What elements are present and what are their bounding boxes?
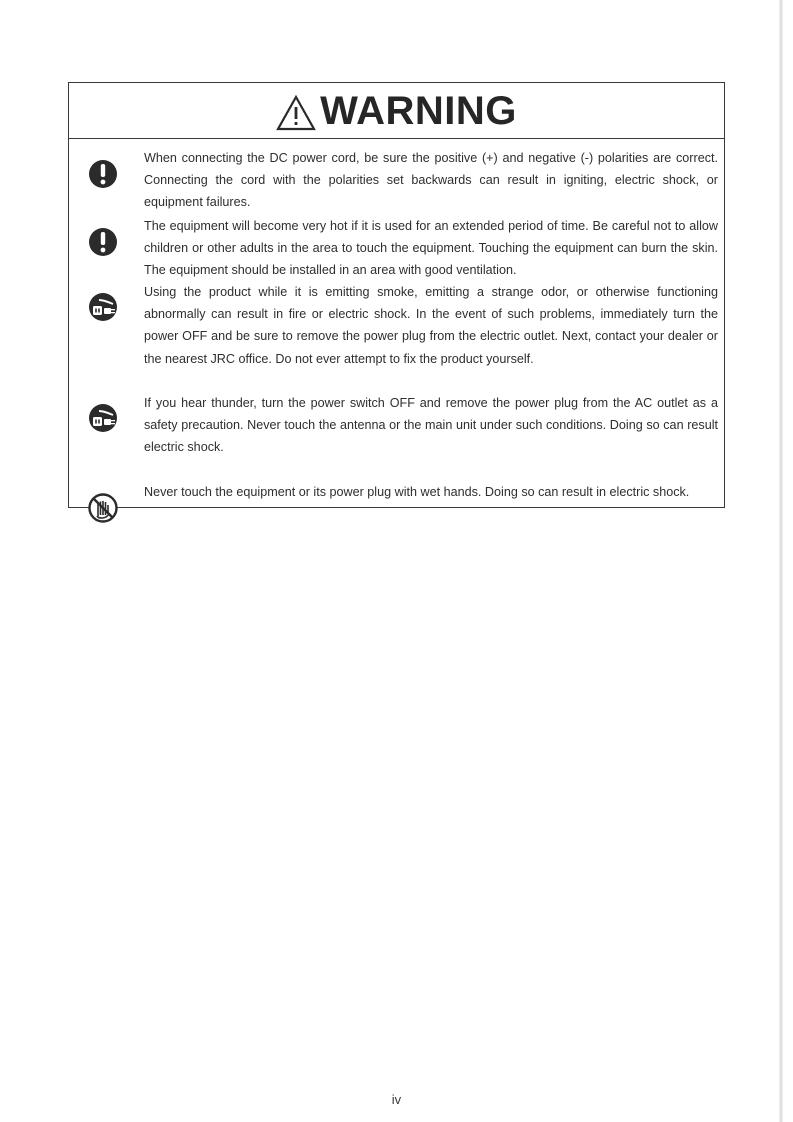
- warning-item-text: When connecting the DC power cord, be sure the positive (+) and negative (-) polarities are correct. Connecting the cord with the polarities set backwards can result in igniting, electric shock, or equipment failures.: [144, 151, 718, 210]
- warning-header: [69, 83, 724, 139]
- warning-item-text: If you hear thunder, turn the power switch OFF and remove the power plug from the AC outlet as a safety precaution. Never touch the antenna or the main unit under such conditions. Doing so can result electric shock.: [144, 396, 718, 455]
- exclamation-icon: [87, 226, 119, 258]
- warning-item-text: The equipment will become very hot if it is used for an extended period of time. Be careful not to allow children or other adults in the area to touch the equipment. Touching the equipment can burn the skin. The equipment should be installed in an area with good ventilation.: [144, 219, 718, 278]
- page-number: iv: [391, 1092, 402, 1107]
- no-wet-hands-icon: [87, 492, 119, 524]
- unplug-icon: [87, 291, 119, 323]
- warning-triangle-icon: [276, 95, 316, 131]
- warning-item-text: Never touch the equipment or its power plug with wet hands. Doing so can result in electric shock.: [144, 485, 690, 499]
- warning-item-text: Using the product while it is emitting smoke, emitting a strange odor, or otherwise functioning abnormally can result in fire or electric shock. In the event of such problems, immediately turn the power OFF and be sure to remove the power plug from the electric outlet. Next, contact your dealer or the nearest JRC office. Do not ever attempt to fix the product yourself.: [144, 285, 718, 366]
- warning-box: [68, 82, 725, 508]
- exclamation-icon: [87, 158, 119, 190]
- warning-title: WARNING: [320, 88, 517, 133]
- unplug-icon: [87, 402, 119, 434]
- scan-edge: [779, 0, 783, 1122]
